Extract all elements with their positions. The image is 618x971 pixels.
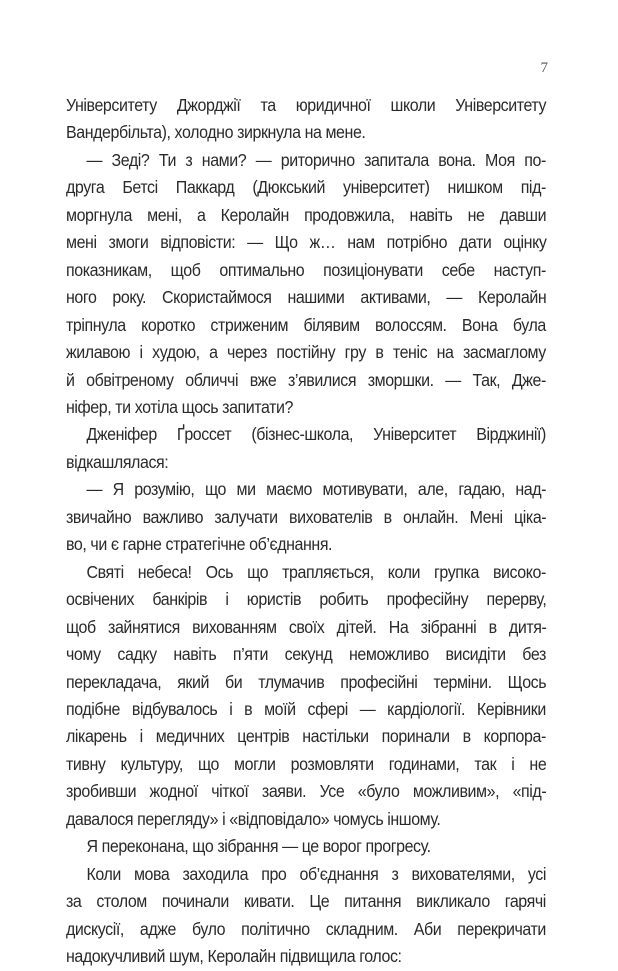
text-line: Коли мова заходила про об’єднання з вихователями, усі [86,863,546,884]
text-line: надокучливий шум, Керолайн підвищила голос: [66,946,402,967]
text-line: перекладача, який би тлумачив професійні терміни. Щось [66,671,547,692]
text-line: за столом починали кивати. Це питання викликало гарячі [66,891,546,912]
text-line: Вандербільта), холодно зиркнула на мене. [66,122,366,143]
text-line: щоб зайнятися вихованням своїх дітей. На зібранні в дитя- [66,616,547,637]
text-line: — Я розумію, що ми маємо мотивувати, але, гадаю, над- [86,479,547,500]
text-line: й обвітреному обличчі вже з’явилися зморшки. — Так, Дже- [66,369,546,390]
text-line: подібне відбувалось і в моїй сфері — кардіології. Керівники [66,698,546,719]
text-line: освічених банкірів і юристів робить професійну перерву, [66,589,547,610]
text-line: тивну культуру, що могли розмовляти годинами, так і не [66,753,547,774]
text-line: показникам, щоб оптимально позиціонувати себе наступ- [66,259,546,280]
text-line: давалося перегляду» і «відповідало» чомусь іншому. [66,808,441,829]
text-line: моргнула мені, а Керолайн продовжила, навіть не давши [66,204,547,225]
text-line: ніфер, ти хотіла щось запитати? [66,396,294,417]
body-text [66,92,546,971]
text-line: звичайно важливо залучати вихователів в онлайн. Мені ціка- [66,506,547,527]
text-line: відкашлялася: [66,451,169,472]
text-line: тріпнула коротко стриженим білявим волоссям. Вона була [66,314,546,335]
text-line: Дженіфер Ґроссет (бізнес-школа, Університет Вірджинії) [86,424,546,445]
text-line: жилавою і худою, а через постійну гру в теніс на засмаглому [66,342,546,363]
text-line: чому садку навіть п’яти секунд неможливо висидіти без [66,644,546,665]
text-line: ного року. Скористаймося нашими активами, — Керолайн [66,287,547,308]
text-line: во, чи є гарне стратегічне об’єднання. [66,534,333,555]
text-line: дискусії, адже було політично складним. Аби перекричати [66,918,546,939]
page-number: 7 [540,60,548,76]
text-line: Університету Джорджії та юридичної школи Університету [66,95,547,115]
text-line: Святі небеса! Ось що трапляється, коли групка високо- [86,561,546,582]
text-line: лікарень і медичних центрів настільки поринали в корпора- [66,726,546,747]
text-line: — Зеді? Ти з нами? — риторично запитала вона. Моя по- [86,149,546,170]
text-line: Я переконана, що зібрання — це ворог прогресу. [86,836,431,857]
text-line: мені змоги відповісти: — Що ж… нам потрібно дати оцінку [66,232,547,253]
text-line: зробивши жодної чіткої заяви. Усе «було можливим», «під- [66,781,547,802]
text-line: друга Бетсі Паккард (Дюкський університет) нишком під- [66,177,546,198]
